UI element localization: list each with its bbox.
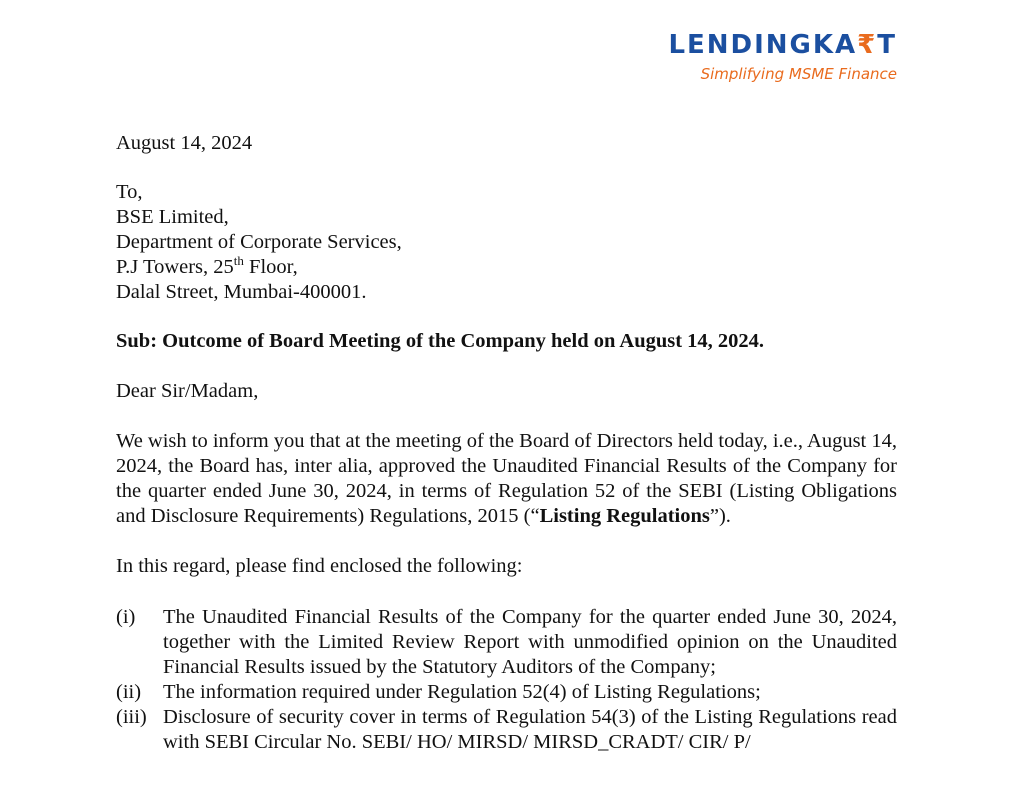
list-item-text: The information required under Regulation 52(4) of Listing Regulations; <box>163 681 761 703</box>
address-line-3-post: Floor, <box>243 256 298 278</box>
list-item <box>116 680 897 705</box>
paragraph-text-post: ”). <box>709 505 731 527</box>
logo-wordmark <box>668 30 897 60</box>
list-item-text: Disclosure of security cover in terms of Regulation 54(3) of the Listing Regulations read with SEBI Circular No. SEBI/ HO/ MIRSD/ MIRSD_CRADT/ CIR/ P/ <box>163 706 897 753</box>
logo-tagline: Simplifying MSME Finance <box>700 65 897 83</box>
address-line-3-sup: th <box>233 253 244 269</box>
list-item-number: (iii) <box>116 706 147 728</box>
address-to: To, <box>116 181 143 203</box>
paragraph-text-pre: We wish to inform you that at the meeting of the Board of Directors held today, i.e., August 14, 2024, the Board has, inter alia, approved the Unaudited Financial Results of the Company for the quarter ended June 30, 2024, in terms of Regulation 52 of the SEBI (Listing Obligations and Disclosure Requirements) Regulations, 2015 (“ <box>116 430 897 527</box>
body-paragraph <box>116 429 897 529</box>
paragraph-text-bold: Listing Regulations <box>539 505 710 527</box>
address-line-1: BSE Limited, <box>116 206 229 228</box>
letter-subject: Sub: Outcome of Board Meeting of the Company held on August 14, 2024. <box>116 330 765 352</box>
salutation: Dear Sir/Madam, <box>116 380 259 402</box>
address-line-2: Department of Corporate Services, <box>116 231 402 253</box>
logo-word-post: T <box>877 30 897 60</box>
rupee-icon: ₹ <box>857 30 878 60</box>
list-item-number: (i) <box>116 606 136 628</box>
list-item-number: (ii) <box>116 681 142 703</box>
enclosure-intro: In this regard, please find enclosed the following: <box>116 555 523 577</box>
letter-body <box>116 131 897 755</box>
list-item <box>116 605 897 680</box>
letter-date: August 14, 2024 <box>116 132 253 154</box>
list-item <box>116 705 897 755</box>
recipient-address <box>116 180 897 305</box>
address-line-3-pre: P.J Towers, 25 <box>116 256 234 278</box>
address-line-3 <box>116 255 897 280</box>
list-item-text: The Unaudited Financial Results of the Company for the quarter ended June 30, 2024, together with the Limited Review Report with unmodified opinion on the Unaudited Financial Results issued by the Statutory Auditors of the Company; <box>163 606 897 678</box>
company-logo <box>668 30 897 83</box>
address-line-4: Dalal Street, Mumbai-400001. <box>116 281 367 303</box>
logo-word-pre: LENDINGKA <box>668 30 858 60</box>
enclosure-list <box>116 605 897 755</box>
